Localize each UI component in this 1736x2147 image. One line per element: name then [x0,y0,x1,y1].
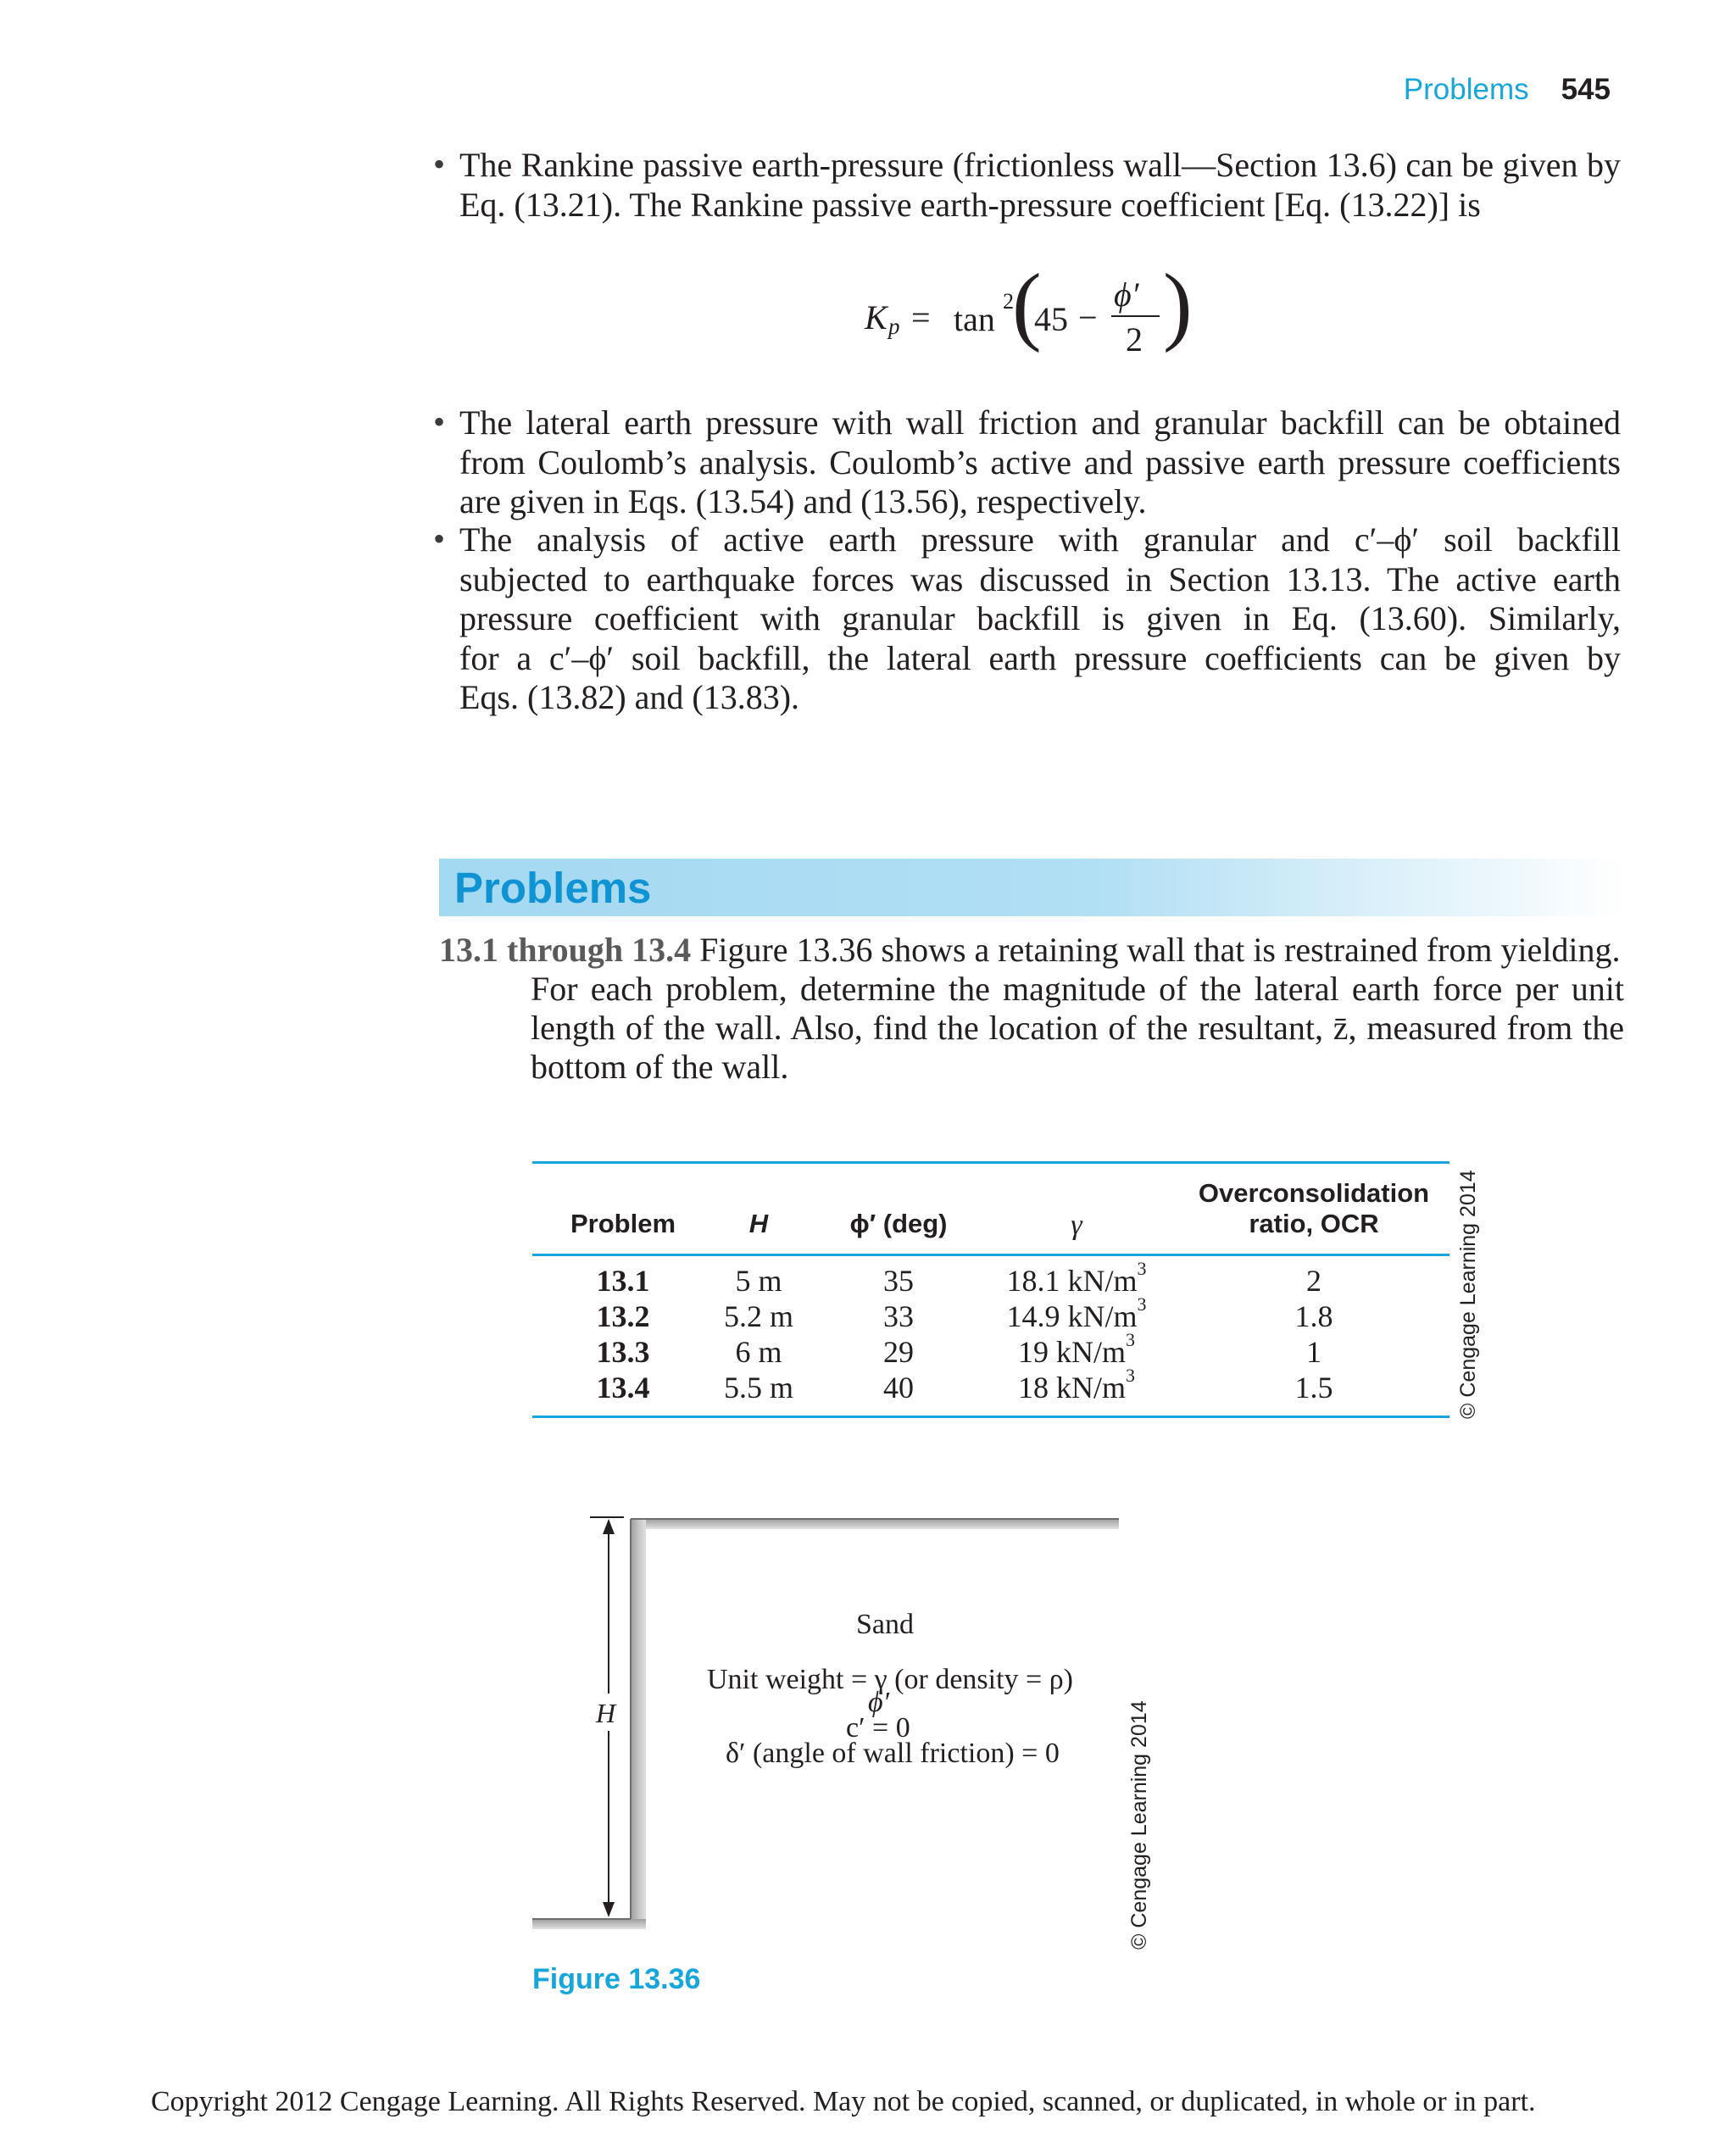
th-ocr-line1: Overconsolidation [1198,1178,1430,1208]
eq-func: tan [954,300,995,338]
cell-h: 5 m [735,1264,782,1298]
eq-constant: 45 [1034,300,1068,338]
cell-ocr: 1 [1306,1335,1321,1369]
bullet-coulomb [433,403,1621,522]
cell-h: 5.5 m [723,1371,793,1404]
bullet-line: for a c′–ϕ′ soil backfill, the lateral earth pressure coefficients can be given by [459,638,1621,677]
problem-line: length of the wall. Also, find the location of the resultant, z̄, measured from the [531,1009,1624,1047]
cell-problem: 13.2 [596,1299,650,1333]
eq-minus: − [1078,298,1098,337]
equation-kp [865,254,1238,364]
figure-label-delta: δ′ (angle of wall friction) = 0 [726,1738,1060,1769]
problem-first-line: Figure 13.36 shows a retaining wall that is restrained from yielding. [699,931,1621,969]
cell-phi: 40 [883,1371,914,1404]
problems-heading: Problems [454,864,652,912]
cell-gamma-value: 14.9 kN/m [1006,1299,1138,1333]
cell-gamma-exponent: 3 [1126,1365,1135,1386]
bullet-line: The Rankine passive earth-pressure (frictionless wall—Section 13.6) can be given by [459,146,1621,184]
bullet-line: Eqs. (13.82) and (13.83). [459,678,800,716]
figure-label-c: c′ = 0 [846,1712,910,1744]
th-phi: ϕ′ (deg) [849,1209,948,1238]
th-ocr [1187,1178,1441,1239]
eq-left-paren: ( [1012,256,1042,353]
table-bottom-rule [532,1416,1449,1418]
cell-gamma [975,1258,1178,1299]
th-ocr-line2: ratio, OCR [1249,1209,1379,1238]
th-h: H [748,1209,769,1238]
cell-problem: 13.3 [596,1335,650,1369]
bullet-line: subjected to earthquake forces was discussed in Section 13.13. The active earth [459,559,1621,598]
problem-number: 13.1 through 13.4 [439,931,692,969]
cell-gamma-exponent: 3 [1137,1258,1147,1279]
eq-denominator: 2 [1126,320,1143,359]
cell-gamma [975,1365,1178,1405]
arrow-up-icon [603,1519,615,1534]
bullet-line: The analysis of active earth pressure with granular and c′–ϕ′ soil backfill [459,520,1621,559]
bullet-dot: • [433,403,446,441]
bullet-line: pressure coefficient with granular backfill is given in Eq. (13.60). Similarly, [459,599,1621,637]
problem-statement-continued [531,970,1624,1087]
copyright-footer: Copyright 2012 Cengage Learning. All Rights Reserved. May not be copied, scanned, or duplicated, in whole or in part. [151,2086,1536,2117]
bullet-line: are given in Eqs. (13.54) and (13.56), respectively. [459,482,1147,520]
bullet-line: Eq. (13.21). The Rankine passive earth-pressure coefficient [Eq. (13.22)] is [459,185,1481,224]
page-number: 545 [1561,73,1611,106]
cell-gamma [975,1329,1178,1370]
cell-phi: 35 [883,1264,914,1298]
wall-shading [631,1519,646,1922]
cell-h: 5.2 m [723,1299,793,1333]
cell-ocr: 2 [1306,1264,1321,1298]
table-header-rule [532,1254,1449,1256]
bullet-rankine [433,145,1621,225]
th-gamma: γ [1071,1210,1082,1241]
eq-power: 2 [1003,289,1014,314]
cell-gamma-value: 18 kN/m [1017,1371,1126,1404]
cell-ocr: 1.5 [1294,1371,1333,1404]
backfill-surface-shading [646,1519,1119,1529]
eq-numerator: ϕ′ [1114,275,1139,314]
cell-phi: 33 [883,1299,914,1333]
cell-h: 6 m [735,1335,782,1369]
bullet-dot: • [433,145,446,183]
cell-problem: 13.1 [596,1264,650,1298]
problems-heading-band [439,859,1626,916]
bullet-dot: • [433,520,446,558]
cell-gamma-value: 18.1 kN/m [1006,1264,1138,1298]
cell-gamma [975,1293,1178,1334]
problem-statement [439,931,1626,970]
table-credit: © Cengage Learning 2014 [1456,1170,1480,1419]
cell-gamma-exponent: 3 [1137,1293,1147,1315]
problem-line: For each problem, determine the magnitude of the lateral earth force per unit [531,970,1624,1008]
eq-lhs: K [865,298,887,337]
cell-ocr: 1.8 [1294,1299,1333,1333]
eq-fraction-bar [1111,315,1160,317]
eq-right-paren: ) [1163,256,1193,353]
running-head-section: Problems [1403,73,1529,106]
arrow-down-icon [603,1902,615,1917]
figure-label-sand: Sand [856,1609,914,1640]
retaining-wall-figure [509,1509,1136,1950]
cell-gamma-exponent: 3 [1126,1329,1135,1350]
cell-problem: 13.4 [596,1371,650,1404]
bullet-line: The lateral earth pressure with wall friction and granular backfill can be obtained [459,403,1621,442]
figure-label-unit-weight: Unit weight = γ (or density = ρ) [707,1664,1074,1695]
running-head [1404,73,1611,107]
th-problem: Problem [570,1209,676,1238]
bullet-line: from Coulomb’s analysis. Coulomb’s active and passive earth pressure coefficients [459,442,1621,481]
table-top-rule [532,1161,1449,1164]
figure-caption: Figure 13.36 [532,1963,701,1995]
eq-lhs-sub: p [888,314,900,339]
cell-phi: 29 [883,1335,914,1369]
figure-label-h: H [596,1698,616,1728]
problem-line: bottom of the wall. [531,1048,789,1086]
eq-equals: = [911,298,931,337]
cell-gamma-value: 19 kN/m [1017,1335,1126,1369]
figure-credit: © Cengage Learning 2014 [1127,1700,1151,1950]
base-shading [532,1919,646,1929]
bullet-earthquake [433,520,1621,718]
figure-label-phi: ϕ′ [868,1687,890,1718]
